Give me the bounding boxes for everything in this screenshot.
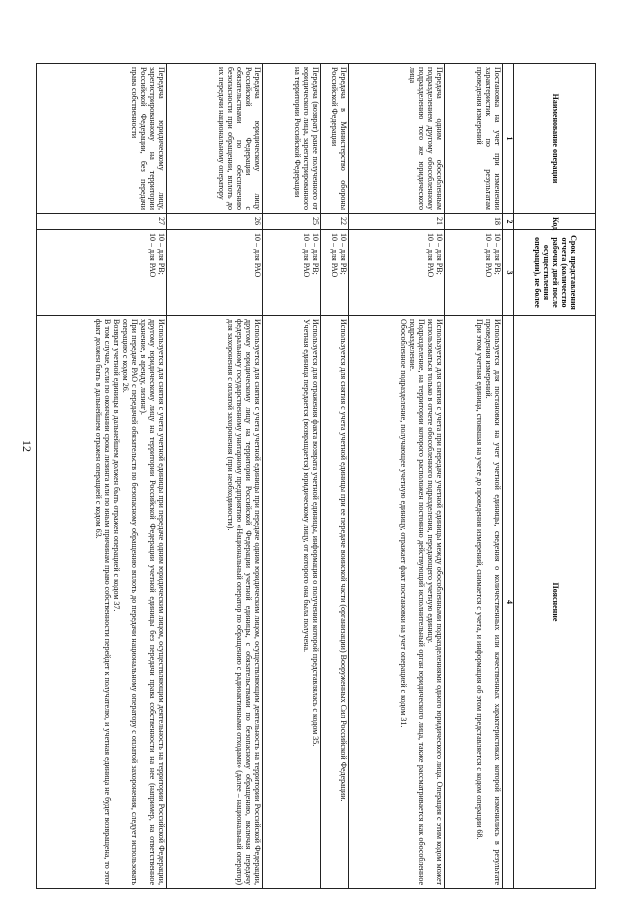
deadline-line: 10 – для РВ; [311, 233, 320, 275]
index-cell: 2 [503, 214, 514, 230]
deadline-line: 10 – для РАО [484, 233, 494, 278]
deadline-cell [167, 230, 263, 316]
code-cell: 21 [349, 214, 445, 230]
code-cell: 26 [167, 214, 263, 230]
index-cell: 4 [503, 316, 514, 889]
header-deadline: Срок представления отчета (количество рабочих дней после осуществления операции), не более [514, 230, 596, 316]
page-number: 12 [20, 440, 34, 452]
deadline-line: 10 – для РАО [302, 233, 312, 278]
deadline-line: 10 – для РАО [330, 233, 340, 278]
code-cell: 18 [445, 214, 503, 230]
deadline-cell [263, 230, 321, 316]
explanation-paragraph: При этом учетная единица, стоявшая на учете до проведения измерений, снимается с учета, и информация об этом представляется с кодом операции 68. [475, 319, 485, 840]
table-row [167, 64, 263, 889]
explanation-paragraph: Используется для отражения факта возврата учетной единицы, информация о получении которой представлялась с кодом 35. [311, 319, 320, 747]
explanation-paragraph: Используется для постановки на учет учетной единицы, сведения о количественных или качественных характеристиках которой изменились в результате проведения измерений. [484, 319, 502, 885]
index-cell: 1 [503, 64, 514, 214]
operation-name-cell: Передача одним обособленным подразделением другому обособленному подразделению того же юридического лица [349, 64, 445, 214]
deadline-cell [445, 230, 503, 316]
deadline-line: 10 – для РАО [426, 233, 436, 278]
operation-name-cell: Постановка на учет при изменении характеристик по результатам проведения измерений [445, 64, 503, 214]
explanation-paragraph: Учетная единица передается (возвращается) юридическому лицу, от которого она была получена. [302, 319, 312, 653]
explanation-paragraph: Используется для снятия с учета учетной единицы при передаче одним юридическим лицом, осуществляющим деятельность на территории Российской Федерации, другому юридическому лицу на территории Российской Федерации учетной единицы, с обязательствами по безопасному обращению, включая передачу федеральному государственному унитарному предприятию «Национальный оператор по обращению с радиоактивными отходами» (далее – национальный оператор) для захоронения с оплатой захоронения (при необходимости). [226, 319, 262, 885]
table-header-row [514, 64, 596, 889]
deadline-cell [37, 230, 167, 316]
header-explanation: Пояснение [514, 316, 596, 889]
deadline-cell [321, 230, 349, 316]
explanation-paragraph: Используется для снятия с учета учетной единицы при ее передаче воинской части (организации) Вооруженных Сил Российской Федерации. [339, 319, 348, 802]
table-row [321, 64, 349, 889]
deadline-line: 10 – для РВ; [493, 233, 502, 275]
explanation-paragraph: Используется для снятия с учета учетной единицы при передаче одним юридическим лицом, осуществляющим деятельность на территории Российской Федерации, другому юридическому лицу на территории Российской Федерации учетной единицы без передачи права собственности на нее (например, на ответственное хранение, в аренду, лизинг). [139, 319, 166, 885]
table-index-row [503, 64, 514, 889]
operation-name-cell: Передача юридическому лицу Российской Федерации с обязательствами по обеспечению безопасности при обращении, вплоть до их передачи национальному оператору [167, 64, 263, 214]
explanation-cell [349, 316, 445, 889]
operation-name-cell: Передача в Министерство обороны Российской Федерации [321, 64, 349, 214]
explanation-cell [321, 316, 349, 889]
explanation-paragraph: Возврат учетной единицы в дальнейшем должен быть отражен операцией с кодом 37. [112, 319, 122, 612]
table-row [349, 64, 445, 889]
explanation-cell [445, 316, 503, 889]
deadline-cell [349, 230, 445, 316]
deadline-line: 10 – для РАО [253, 233, 262, 278]
explanation-paragraph: Подразделение, на территории которого расположен постоянно действующий исполнительный орган юридического лица, также рассматривается как обособленное подразделение. [408, 319, 427, 885]
explanation-cell [263, 316, 321, 889]
explanation-paragraph: Обособленное подразделение, получающее учетную единицу, отражает факт постановки на учет операцией с кодом 31. [399, 319, 409, 728]
operation-name-cell: Передача юридическому лицу, зарегистрированному на территории Российской Федерации, без передачи права собственности [37, 64, 167, 214]
header-operation-name: Наименование операции [514, 64, 596, 214]
operations-table [36, 63, 596, 889]
table-row [263, 64, 321, 889]
deadline-line: 10 – для РВ; [435, 233, 444, 275]
explanation-paragraph: В том случае, если по окончании срока лизинга или по иным причинам право собственности перейдет к получателю, и учетная единица не будет возвращена, то этот факт должен быть в дальнейшем отражен операцией с кодом 63. [94, 319, 113, 885]
table-row [37, 64, 167, 889]
deadline-line: 10 – для РАО [148, 233, 158, 278]
index-cell: 3 [503, 230, 514, 316]
code-cell: 22 [321, 214, 349, 230]
explanation-cell [37, 316, 167, 889]
code-cell: 25 [263, 214, 321, 230]
rotated-table-container [36, 63, 596, 888]
explanation-cell [167, 316, 263, 889]
explanation-paragraph: Используется для снятия с учета при передаче учетной единицы между обособленными подразделениями одного юридического лица. Операция с этим кодом может использоваться только в отчете обособленного подразделения, передающего учетную единицу. [426, 319, 444, 885]
code-cell: 27 [37, 214, 167, 230]
explanation-paragraph: При передаче РАО с передачей обязательств по безопасному обращению вплоть до передачи национальному оператору с оплатой захоронения, следует использовать операцию с кодом 26. [121, 319, 140, 885]
table-row [445, 64, 503, 889]
operation-name-cell: Передача (возврат) ранее полученного от юридического лица, зарегистрированного на территории Российской Федерации [263, 64, 321, 214]
deadline-line: 10 – для РВ; [157, 233, 166, 275]
deadline-line: 10 – для РВ; [339, 233, 348, 275]
header-code: Код [514, 214, 596, 230]
